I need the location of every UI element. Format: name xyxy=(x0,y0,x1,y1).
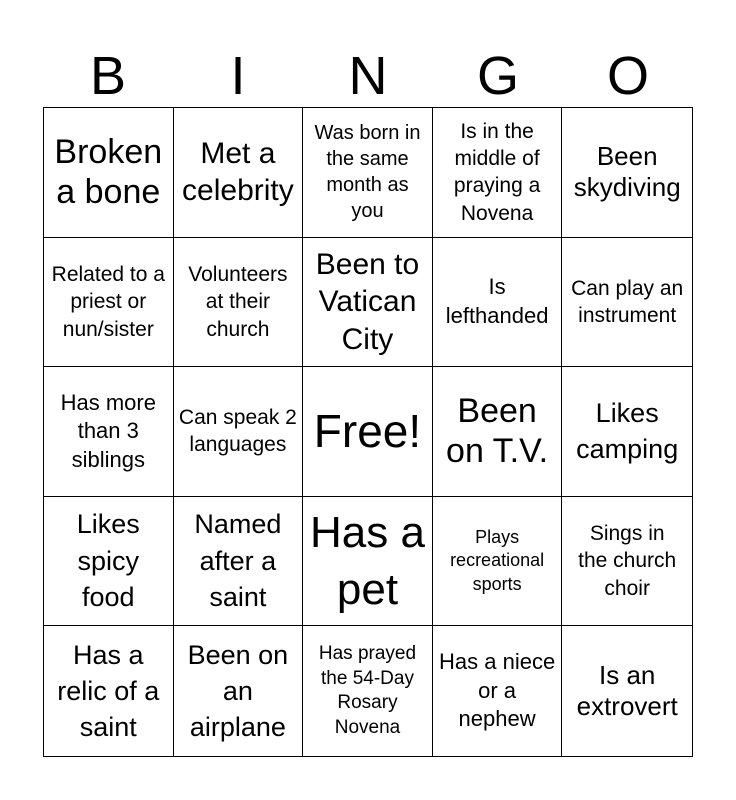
cell-text: Plays recreational sports xyxy=(450,527,545,594)
cell-text: Named after a saint xyxy=(194,509,282,613)
bingo-cell[interactable] xyxy=(44,367,174,497)
cell-text: Is an extrovert xyxy=(576,660,678,722)
cell-text: Has prayed the 54-Day Rosary Novena xyxy=(318,642,417,738)
cell-text: Been on T.V. xyxy=(446,391,549,471)
cell-text: Can play an instrument xyxy=(571,276,684,327)
cell-text: Is lefthanded xyxy=(445,274,549,328)
cell-text: Sings in the church choir xyxy=(578,522,677,600)
cell-text: Met a celebrity xyxy=(182,136,294,208)
bingo-cell[interactable] xyxy=(303,626,433,756)
bingo-cell[interactable] xyxy=(174,367,304,497)
header-letter-g: G xyxy=(476,46,519,106)
header-letter-o: O xyxy=(606,46,649,106)
bingo-cell[interactable] xyxy=(562,108,692,238)
free-space-text: Free! xyxy=(313,405,422,458)
bingo-cell[interactable] xyxy=(303,497,433,627)
free-space-cell[interactable] xyxy=(303,367,433,497)
cell-text: Is in the middle of praying a Novena xyxy=(453,119,541,225)
bingo-cell[interactable] xyxy=(303,238,433,368)
bingo-cell[interactable] xyxy=(562,238,692,368)
cell-text: Been skydiving xyxy=(573,141,681,203)
cell-text: Been to Vatican City xyxy=(315,247,420,356)
bingo-cell[interactable] xyxy=(44,497,174,627)
bingo-cell[interactable] xyxy=(433,367,563,497)
cell-text: Broken a bone xyxy=(54,132,163,212)
bingo-header xyxy=(43,46,693,106)
bingo-cell[interactable] xyxy=(562,497,692,627)
cell-text: Likes spicy food xyxy=(76,509,140,613)
bingo-cell[interactable] xyxy=(174,626,304,756)
bingo-cell[interactable] xyxy=(174,108,304,238)
cell-text: Has more than 3 siblings xyxy=(60,389,156,472)
cell-text: Likes camping xyxy=(576,398,679,465)
cell-text: Was born in the same month as you xyxy=(314,122,421,223)
bingo-cell[interactable] xyxy=(44,238,174,368)
header-letter-i: I xyxy=(230,46,246,106)
bingo-cell[interactable] xyxy=(433,626,563,756)
bingo-cell[interactable] xyxy=(174,238,304,368)
bingo-cell[interactable] xyxy=(303,108,433,238)
bingo-cell[interactable] xyxy=(174,497,304,627)
cell-text: Been on an airplane xyxy=(187,639,289,743)
bingo-cell[interactable] xyxy=(433,108,563,238)
cell-text: Related to a priest or nun/sister xyxy=(51,262,165,341)
cell-text: Volunteers at their church xyxy=(188,262,288,341)
cell-text: Has a pet xyxy=(310,507,425,615)
cell-text: Can speak 2 languages xyxy=(178,406,297,457)
bingo-cell[interactable] xyxy=(433,238,563,368)
header-letter-b: B xyxy=(89,46,127,106)
cell-text: Has a niece or a nephew xyxy=(439,649,556,732)
bingo-cell[interactable] xyxy=(562,626,692,756)
bingo-cell[interactable] xyxy=(562,367,692,497)
bingo-cell[interactable] xyxy=(433,497,563,627)
bingo-card-grid xyxy=(43,107,693,757)
header-letter-n: N xyxy=(348,46,388,106)
cell-text: Has a relic of a saint xyxy=(57,639,160,743)
bingo-cell[interactable] xyxy=(44,108,174,238)
bingo-cell[interactable] xyxy=(44,626,174,756)
